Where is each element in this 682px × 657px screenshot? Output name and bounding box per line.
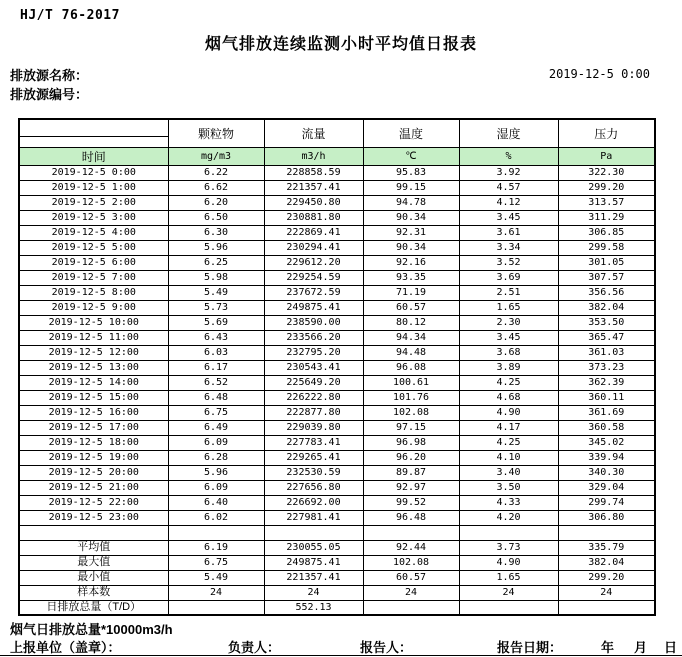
value-cell: 229265.41 (264, 450, 363, 465)
value-cell: 382.04 (558, 555, 655, 570)
value-cell: 221357.41 (264, 180, 363, 195)
time-cell: 2019-12-5 10:00 (19, 315, 168, 330)
value-cell: 2.51 (459, 285, 558, 300)
value-cell: 237672.59 (264, 285, 363, 300)
value-cell: 322.30 (558, 165, 655, 180)
row-label-cell: 样本数 (19, 585, 168, 600)
time-cell: 2019-12-5 1:00 (19, 180, 168, 195)
value-cell: 5.96 (168, 465, 264, 480)
value-cell: 24 (558, 585, 655, 600)
table-row (19, 300, 655, 315)
value-cell (168, 600, 264, 615)
value-cell: 96.98 (363, 435, 459, 450)
value-cell: 4.90 (459, 555, 558, 570)
value-cell: 356.56 (558, 285, 655, 300)
value-cell (459, 525, 558, 540)
table-row (19, 330, 655, 345)
value-cell: 4.90 (459, 405, 558, 420)
value-cell: 306.85 (558, 225, 655, 240)
time-column-label: 时间 (19, 147, 168, 165)
value-cell: 6.02 (168, 510, 264, 525)
value-cell: 230055.05 (264, 540, 363, 555)
table-row (19, 375, 655, 390)
value-cell: 101.76 (363, 390, 459, 405)
value-cell: 238590.00 (264, 315, 363, 330)
hourly-data-table (18, 118, 656, 616)
time-cell: 2019-12-5 20:00 (19, 465, 168, 480)
column-header-row (19, 119, 655, 147)
value-cell: 4.20 (459, 510, 558, 525)
value-cell: 340.30 (558, 465, 655, 480)
standard-number: HJ/T 76-2017 (20, 8, 120, 23)
value-cell: 299.58 (558, 240, 655, 255)
table-row (19, 195, 655, 210)
value-cell: 6.49 (168, 420, 264, 435)
value-cell: 3.73 (459, 540, 558, 555)
value-cell: 3.40 (459, 465, 558, 480)
time-cell: 2019-12-5 9:00 (19, 300, 168, 315)
row-label-cell: 日排放总量（T/D） (19, 600, 168, 615)
value-cell: 301.05 (558, 255, 655, 270)
value-cell: 96.20 (363, 450, 459, 465)
value-cell: 4.17 (459, 420, 558, 435)
table-row (19, 345, 655, 360)
summary-row (19, 555, 655, 570)
unit-pressure: Pa (558, 147, 655, 165)
value-cell: 80.12 (363, 315, 459, 330)
time-cell: 2019-12-5 3:00 (19, 210, 168, 225)
unit-flow: m3/h (264, 147, 363, 165)
row-label-cell (19, 525, 168, 540)
value-cell: 96.08 (363, 360, 459, 375)
value-cell: 360.58 (558, 420, 655, 435)
value-cell: 4.25 (459, 435, 558, 450)
value-cell: 100.61 (363, 375, 459, 390)
value-cell: 24 (264, 585, 363, 600)
table-row (19, 420, 655, 435)
table-row (19, 435, 655, 450)
table-row (19, 495, 655, 510)
value-cell: 299.20 (558, 570, 655, 585)
value-cell: 4.25 (459, 375, 558, 390)
table-row (19, 285, 655, 300)
value-cell: 3.69 (459, 270, 558, 285)
summary-row (19, 540, 655, 555)
reporter-label: 报告人： (360, 640, 413, 655)
value-cell: 3.61 (459, 225, 558, 240)
row-label-cell: 平均值 (19, 540, 168, 555)
table-row (19, 390, 655, 405)
time-cell: 2019-12-5 8:00 (19, 285, 168, 300)
value-cell: 6.20 (168, 195, 264, 210)
value-cell: 222869.41 (264, 225, 363, 240)
time-cell: 2019-12-5 14:00 (19, 375, 168, 390)
time-cell: 2019-12-5 16:00 (19, 405, 168, 420)
table-row (19, 240, 655, 255)
value-cell: 382.04 (558, 300, 655, 315)
value-cell: 3.92 (459, 165, 558, 180)
value-cell: 4.57 (459, 180, 558, 195)
table-row (19, 405, 655, 420)
table-row (19, 165, 655, 180)
table-row (19, 270, 655, 285)
unit-humidity: % (459, 147, 558, 165)
header-split-line (20, 136, 168, 137)
signature-row (0, 637, 682, 653)
value-cell: 99.15 (363, 180, 459, 195)
value-cell: 360.11 (558, 390, 655, 405)
value-cell: 306.80 (558, 510, 655, 525)
table-row (19, 255, 655, 270)
value-cell: 227783.41 (264, 435, 363, 450)
value-cell: 229612.20 (264, 255, 363, 270)
value-cell: 4.33 (459, 495, 558, 510)
time-cell: 2019-12-5 7:00 (19, 270, 168, 285)
value-cell: 353.50 (558, 315, 655, 330)
value-cell: 92.44 (363, 540, 459, 555)
value-cell (363, 600, 459, 615)
value-cell: 4.12 (459, 195, 558, 210)
value-cell: 5.96 (168, 240, 264, 255)
value-cell: 249875.41 (264, 555, 363, 570)
value-cell: 93.35 (363, 270, 459, 285)
value-cell: 339.94 (558, 450, 655, 465)
value-cell: 1.65 (459, 570, 558, 585)
value-cell: 228858.59 (264, 165, 363, 180)
value-cell: 299.20 (558, 180, 655, 195)
report-datetime: 2019-12-5 0:00 (548, 67, 650, 81)
value-cell: 6.52 (168, 375, 264, 390)
time-header-cell (19, 119, 168, 147)
time-cell: 2019-12-5 23:00 (19, 510, 168, 525)
value-cell: 24 (363, 585, 459, 600)
report-unit-label: 上报单位（盖章）： (10, 640, 121, 655)
time-cell: 2019-12-5 15:00 (19, 390, 168, 405)
units-row (19, 147, 655, 165)
value-cell: 6.30 (168, 225, 264, 240)
value-cell: 362.39 (558, 375, 655, 390)
value-cell: 345.02 (558, 435, 655, 450)
time-cell: 2019-12-5 17:00 (19, 420, 168, 435)
value-cell: 6.50 (168, 210, 264, 225)
year-label: 年 (601, 640, 615, 655)
value-cell: 4.10 (459, 450, 558, 465)
bottom-rule (0, 655, 682, 656)
table-row (19, 465, 655, 480)
table-row (19, 450, 655, 465)
value-cell: 5.69 (168, 315, 264, 330)
table-row (19, 360, 655, 375)
value-cell: 229450.80 (264, 195, 363, 210)
value-cell (363, 525, 459, 540)
time-cell: 2019-12-5 6:00 (19, 255, 168, 270)
value-cell: 1.65 (459, 300, 558, 315)
summary-row (19, 600, 655, 615)
value-cell: 90.34 (363, 210, 459, 225)
value-cell: 24 (168, 585, 264, 600)
month-label: 月 (634, 640, 648, 655)
value-cell: 94.34 (363, 330, 459, 345)
value-cell: 99.52 (363, 495, 459, 510)
value-cell: 6.09 (168, 480, 264, 495)
value-cell: 6.48 (168, 390, 264, 405)
day-label: 日 (664, 640, 678, 655)
source-code-label: 排放源编号： (10, 87, 89, 102)
unit-temperature: ℃ (363, 147, 459, 165)
value-cell: 227656.80 (264, 480, 363, 495)
value-cell: 2.30 (459, 315, 558, 330)
value-cell: 229039.80 (264, 420, 363, 435)
value-cell: 5.98 (168, 270, 264, 285)
value-cell: 232530.59 (264, 465, 363, 480)
table-row (19, 180, 655, 195)
value-cell: 6.75 (168, 405, 264, 420)
time-cell: 2019-12-5 5:00 (19, 240, 168, 255)
time-cell: 2019-12-5 4:00 (19, 225, 168, 240)
value-cell: 230294.41 (264, 240, 363, 255)
value-cell: 4.68 (459, 390, 558, 405)
value-cell (459, 600, 558, 615)
value-cell: 307.57 (558, 270, 655, 285)
value-cell: 60.57 (363, 300, 459, 315)
value-cell: 230881.80 (264, 210, 363, 225)
table-row (19, 225, 655, 240)
responsible-label: 负责人： (228, 640, 281, 655)
value-cell: 226222.80 (264, 390, 363, 405)
value-cell: 97.15 (363, 420, 459, 435)
value-cell: 227981.41 (264, 510, 363, 525)
col-header-humidity: 湿度 (459, 119, 558, 147)
unit-particulate: mg/m3 (168, 147, 264, 165)
value-cell (558, 525, 655, 540)
value-cell: 232795.20 (264, 345, 363, 360)
value-cell: 89.87 (363, 465, 459, 480)
value-cell: 233566.20 (264, 330, 363, 345)
value-cell: 92.16 (363, 255, 459, 270)
time-cell: 2019-12-5 18:00 (19, 435, 168, 450)
value-cell: 3.50 (459, 480, 558, 495)
summary-row (19, 570, 655, 585)
value-cell: 329.04 (558, 480, 655, 495)
value-cell: 3.89 (459, 360, 558, 375)
time-cell: 2019-12-5 12:00 (19, 345, 168, 360)
value-cell: 71.19 (363, 285, 459, 300)
value-cell: 6.75 (168, 555, 264, 570)
table-row (19, 510, 655, 525)
value-cell: 361.69 (558, 405, 655, 420)
time-cell: 2019-12-5 21:00 (19, 480, 168, 495)
col-header-temperature: 温度 (363, 119, 459, 147)
value-cell: 5.73 (168, 300, 264, 315)
value-cell: 6.17 (168, 360, 264, 375)
col-header-flow: 流量 (264, 119, 363, 147)
value-cell: 311.29 (558, 210, 655, 225)
value-cell: 5.49 (168, 570, 264, 585)
value-cell: 221357.41 (264, 570, 363, 585)
spacer-row (19, 525, 655, 540)
value-cell: 90.34 (363, 240, 459, 255)
source-name-label: 排放源名称： (10, 68, 89, 83)
time-cell: 2019-12-5 22:00 (19, 495, 168, 510)
value-cell: 299.74 (558, 495, 655, 510)
col-header-particulate: 颗粒物 (168, 119, 264, 147)
value-cell: 222877.80 (264, 405, 363, 420)
col-header-pressure: 压力 (558, 119, 655, 147)
value-cell: 6.22 (168, 165, 264, 180)
row-label-cell: 最大值 (19, 555, 168, 570)
value-cell: 94.78 (363, 195, 459, 210)
value-cell: 92.31 (363, 225, 459, 240)
value-cell: 102.08 (363, 555, 459, 570)
value-cell: 60.57 (363, 570, 459, 585)
table-row (19, 480, 655, 495)
time-cell: 2019-12-5 11:00 (19, 330, 168, 345)
row-label-cell: 最小值 (19, 570, 168, 585)
value-cell: 226692.00 (264, 495, 363, 510)
value-cell: 92.97 (363, 480, 459, 495)
value-cell: 95.83 (363, 165, 459, 180)
value-cell: 96.48 (363, 510, 459, 525)
value-cell: 373.23 (558, 360, 655, 375)
time-cell: 2019-12-5 2:00 (19, 195, 168, 210)
value-cell: 365.47 (558, 330, 655, 345)
time-cell: 2019-12-5 13:00 (19, 360, 168, 375)
total-emission-footnote: 烟气日排放总量*10000m3/h (10, 622, 173, 637)
value-cell: 361.03 (558, 345, 655, 360)
value-cell: 6.43 (168, 330, 264, 345)
value-cell: 102.08 (363, 405, 459, 420)
value-cell: 6.25 (168, 255, 264, 270)
value-cell: 229254.59 (264, 270, 363, 285)
value-cell: 225649.20 (264, 375, 363, 390)
table-row (19, 210, 655, 225)
value-cell: 3.45 (459, 210, 558, 225)
value-cell: 94.48 (363, 345, 459, 360)
value-cell: 335.79 (558, 540, 655, 555)
value-cell: 230543.41 (264, 360, 363, 375)
value-cell: 6.28 (168, 450, 264, 465)
page-title: 烟气排放连续监测小时平均值日报表 (204, 36, 477, 53)
value-cell: 3.45 (459, 330, 558, 345)
value-cell: 313.57 (558, 195, 655, 210)
value-cell (168, 525, 264, 540)
value-cell (558, 600, 655, 615)
time-cell: 2019-12-5 19:00 (19, 450, 168, 465)
value-cell: 3.34 (459, 240, 558, 255)
value-cell (264, 525, 363, 540)
summary-row (19, 585, 655, 600)
value-cell: 6.09 (168, 435, 264, 450)
value-cell: 3.68 (459, 345, 558, 360)
value-cell: 249875.41 (264, 300, 363, 315)
table-row (19, 315, 655, 330)
value-cell: 3.52 (459, 255, 558, 270)
value-cell: 6.62 (168, 180, 264, 195)
value-cell: 5.49 (168, 285, 264, 300)
value-cell: 6.40 (168, 495, 264, 510)
value-cell: 552.13 (264, 600, 363, 615)
time-cell: 2019-12-5 0:00 (19, 165, 168, 180)
report-date-label: 报告日期： (497, 640, 563, 655)
value-cell: 6.19 (168, 540, 264, 555)
value-cell: 6.03 (168, 345, 264, 360)
value-cell: 24 (459, 585, 558, 600)
